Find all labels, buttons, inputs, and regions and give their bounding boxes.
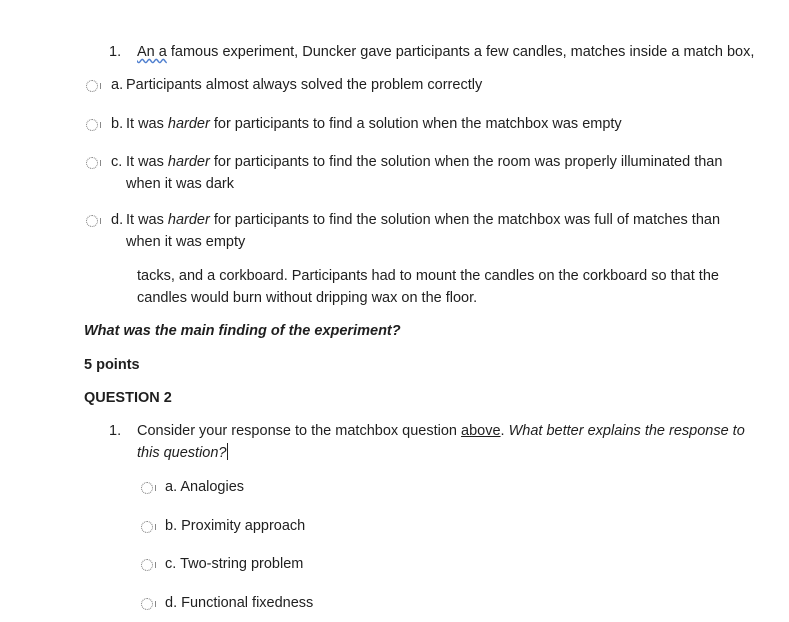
q1-stem-rest: famous experiment, Duncker gave participants a few candles, matches inside a match box, bbox=[166, 44, 755, 60]
q1-option-a-text: Participants almost always solved the problem correctly bbox=[126, 77, 483, 93]
q1-stem-underlined: An a bbox=[137, 44, 167, 60]
q1-option-d-text-line2: when it was empty bbox=[126, 234, 246, 250]
q2-option-d-label: d. Functional fixedness bbox=[165, 595, 314, 611]
q1-option-a-radio[interactable] bbox=[86, 80, 98, 92]
q1-option-b-letter: b. bbox=[111, 116, 124, 132]
q2-option-b-radio[interactable] bbox=[141, 521, 153, 533]
q1-option-d-letter: d. bbox=[111, 212, 124, 228]
q2-number: 1. bbox=[109, 423, 122, 439]
q1-stem bbox=[137, 41, 754, 63]
q2-option-c-radio[interactable] bbox=[141, 559, 153, 571]
q1-points: 5 points bbox=[84, 357, 140, 373]
q1-option-c-radio[interactable] bbox=[86, 157, 98, 169]
q1-stem-continued-line2: candles would burn without dripping wax on the floor. bbox=[137, 290, 478, 306]
q2-option-d-radio[interactable] bbox=[141, 598, 153, 610]
q2-stem: Consider your response to the matchbox question above. What better explains the response to bbox=[137, 423, 745, 439]
q1-option-d-radio[interactable] bbox=[86, 215, 98, 227]
q1-prompt: What was the main finding of the experiment? bbox=[84, 323, 401, 339]
q2-option-c-label: c. Two-string problem bbox=[165, 556, 304, 572]
q1-option-c-text-line2: when it was dark bbox=[126, 176, 234, 192]
q2-option-a-radio[interactable] bbox=[141, 482, 153, 494]
q2-stem-line2: this question? bbox=[137, 445, 227, 461]
q2-option-a-label: a. Analogies bbox=[165, 479, 245, 495]
q1-option-b-radio[interactable] bbox=[86, 119, 98, 131]
q1-number: 1. bbox=[109, 44, 122, 60]
q1-option-b-text: It was harder for participants to find a solution when the matchbox was empty bbox=[126, 116, 622, 132]
q1-stem-continued-line1: tacks, and a corkboard. Participants had to mount the candles on the corkboard so that the bbox=[137, 268, 719, 284]
q1-option-c-text: It was harder for participants to find the solution when the room was properly illuminated than bbox=[126, 154, 723, 170]
q2-heading: QUESTION 2 bbox=[84, 390, 172, 406]
text-cursor bbox=[227, 443, 228, 460]
q1-option-c-letter: c. bbox=[111, 154, 123, 170]
q1-option-d-text: It was harder for participants to find the solution when the matchbox was full of matches than bbox=[126, 212, 721, 228]
q1-option-a-letter: a. bbox=[111, 77, 124, 93]
q2-option-b-label: b. Proximity approach bbox=[165, 518, 306, 534]
q2-above-link: above bbox=[461, 423, 501, 439]
